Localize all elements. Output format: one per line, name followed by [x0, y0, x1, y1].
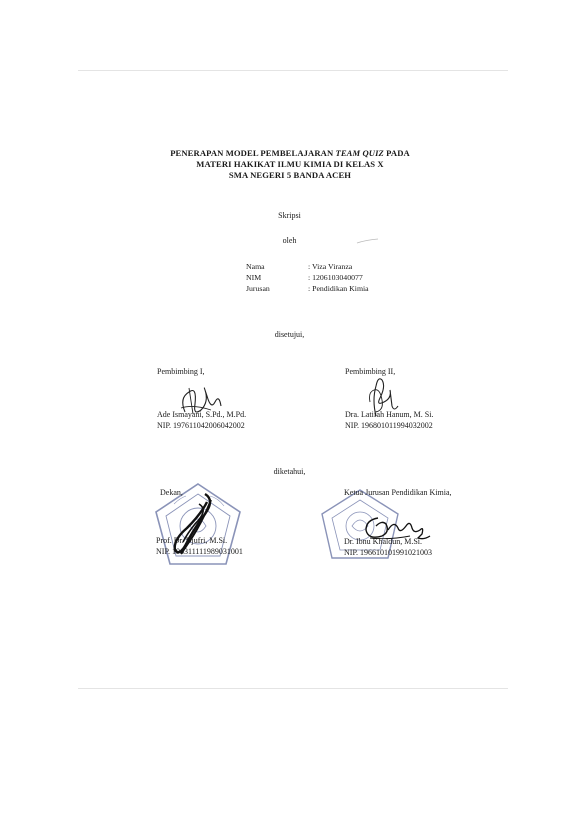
doc-type: Skripsi	[278, 211, 301, 220]
advisor2-name: Dra. Latifah Hanum, M. Si.	[345, 410, 434, 419]
title-line-1: PENERAPAN MODEL PEMBELAJARAN TEAM QUIZ PADA	[170, 148, 410, 158]
pen-mark	[356, 238, 380, 244]
dean-nip: NIP. 196311111989031001	[156, 547, 243, 556]
dean-name: Prof. Dr. Djufri, M.Si.	[156, 536, 228, 545]
acknowledged-label: diketahui,	[273, 467, 306, 476]
advisor1-name: Ade Ismayani, S.Pd., M.Pd.	[157, 410, 247, 419]
advisor2-role: Pembimbing II,	[345, 367, 396, 376]
title-line-3: SMA NEGERI 5 BANDA ACEH	[228, 170, 352, 180]
advisor2-nip: NIP. 196801011994032002	[345, 421, 433, 430]
by-label: oleh	[282, 236, 297, 245]
dean-role: Dekan,	[160, 488, 183, 497]
scan-edge-bottom	[78, 688, 508, 689]
head-name: Dr. Ibnu Khaldun, M.Si.	[344, 537, 422, 546]
advisor1-nip: NIP. 197611042006042002	[157, 421, 245, 430]
approved-label: disetujui,	[274, 330, 305, 339]
document-page: PENERAPAN MODEL PEMBELAJARAN TEAM QUIZ PADA MATERI HAKIKAT ILMU KIMIA DI KELAS X SMA NEGERI 5 BANDA ACEH Skripsi oleh Nama : Viza Viranza NIM : 1206103040077 Jurusan : Pendidikan Kimia disetujui, Pembimbing I, Ade Ismayani, S.Pd., M.Pd. NIP. 197611042006042002 Pembimbing II, Dra. Latifah Hanum, M. Si. NIP. 196801011994032002 diketahui, Dekan, Prof. Dr. Djufri, M.Si. NIP. 196311111989031001 Ketua Jurusan Pendidikan Kimia, Dr. Ibnu Khaldun, M.Si. NIP. 196610101991021003	[0, 0, 579, 819]
head-nip: NIP. 196610101991021003	[344, 548, 433, 557]
head-role: Ketua Jurusan Pendidikan Kimia,	[344, 488, 452, 497]
title-line-2: MATERI HAKIKAT ILMU KIMIA DI KELAS X	[196, 159, 384, 169]
advisor1-role: Pembimbing I,	[157, 367, 205, 376]
scan-edge-top	[78, 70, 508, 71]
thesis-title	[150, 148, 430, 181]
